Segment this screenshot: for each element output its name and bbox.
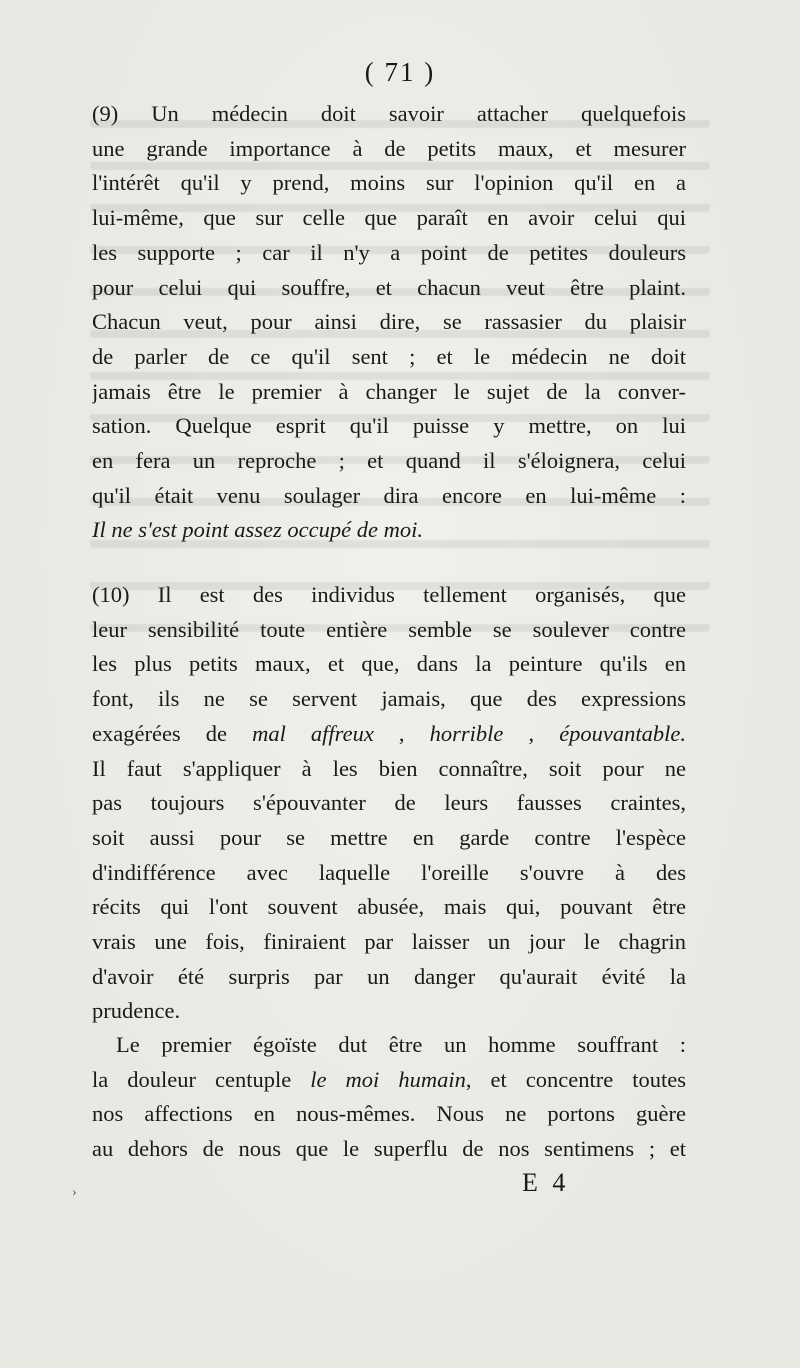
text-line: lui-même, que sur celle que paraît en avoir celui qui (92, 205, 686, 231)
text-line: vrais une fois, finiraient par laisser un jour le chagrin (92, 929, 686, 955)
text-fragment: exagérées de (92, 720, 253, 746)
text-line: font, ils ne se servent jamais, que des expressions (92, 686, 686, 712)
signature-mark: E 4 (522, 1168, 570, 1197)
text-fragment: la douleur centuple (92, 1066, 311, 1092)
paragraph-10 (92, 578, 686, 1029)
text-line: (10) Il est des individus tellement organisés, que (92, 582, 686, 607)
text-fragment: , (503, 720, 560, 746)
text-line: soit aussi pour se mettre en garde contre l'espèce (92, 824, 686, 850)
text-line: leur sensibilité toute entière semble se soulever contre (92, 616, 686, 642)
text-line: Le premier égoïste dut être un homme souffrant : (116, 1032, 686, 1057)
text-line: au dehors de nous que le superflu de nos sentimens ; et (92, 1136, 686, 1162)
emphasis-text: horrible (429, 720, 504, 746)
text-line: nos affections en nous-mêmes. Nous ne portons guère (92, 1101, 686, 1127)
text-line-with-emphasis (92, 1063, 686, 1098)
paragraph-11 (92, 1028, 686, 1167)
text-line: prudence. (92, 998, 181, 1024)
page-number: ( 71 ) (364, 57, 436, 87)
text-line: de parler de ce qu'il sent ; et le médecin ne doit (92, 343, 686, 369)
emphasis-text: épouvantable. (559, 720, 686, 746)
emphasis-text: le moi humain (310, 1066, 466, 1092)
text-line: une grande importance à de petits maux, et mesurer (92, 135, 686, 161)
text-fragment: , et concentre toutes (465, 1066, 686, 1092)
text-fragment: , (373, 720, 430, 746)
text-line: qu'il était venu soulager dira encore en lui-même : (92, 482, 686, 508)
emphasis-text: mal affreux (252, 720, 374, 746)
italic-quote-line: Il ne s'est point assez occupé de moi. (92, 517, 423, 543)
margin-mark: › (72, 1185, 77, 1200)
text-line: jamais être le premier à changer le sujet de la conver- (92, 378, 686, 404)
text-line: les supporte ; car il n'y a point de petites douleurs (92, 239, 686, 265)
text-line: les plus petits maux, et que, dans la peinture qu'ils en (92, 651, 686, 677)
text-line: Il faut s'appliquer à les bien connaître, soit pour ne (92, 755, 686, 781)
text-line-with-emphasis (92, 717, 686, 752)
text-line: récits qui l'ont souvent abusée, mais qui, pouvant être (92, 894, 686, 920)
paragraph-9 (92, 97, 686, 548)
text-line: l'intérêt qu'il y prend, moins sur l'opinion qu'il en a (92, 170, 686, 196)
text-line: en fera un reproche ; et quand il s'éloignera, celui (92, 448, 686, 474)
text-line: d'indifférence avec laquelle l'oreille s'ouvre à des (92, 859, 686, 885)
text-line: sation. Quelque esprit qu'il puisse y mettre, on lui (92, 413, 686, 439)
text-line: d'avoir été surpris par un danger qu'aurait évité la (92, 963, 686, 989)
text-line: (9) Un médecin doit savoir attacher quelquefois (92, 101, 686, 126)
text-line: pour celui qui souffre, et chacun veut être plaint. (92, 274, 686, 300)
text-line: Chacun veut, pour ainsi dire, se rassasier du plaisir (92, 309, 686, 335)
text-line: pas toujours s'épouvanter de leurs fausses craintes, (92, 790, 686, 816)
